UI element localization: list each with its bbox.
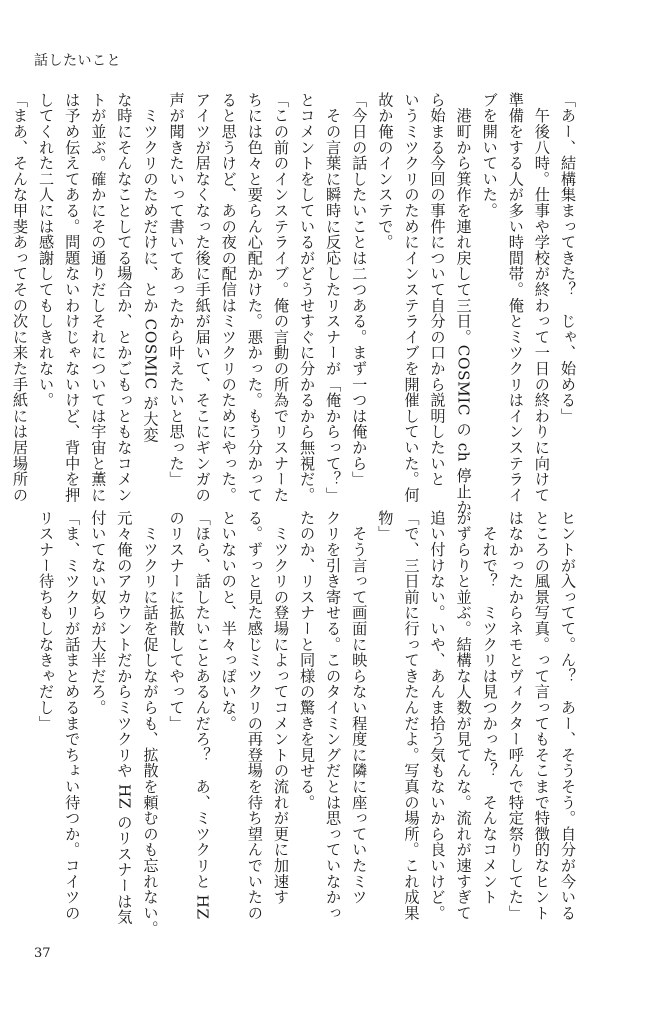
text-line: それで？ ミツクリは見つかった？ そんなコメント — [480, 510, 499, 905]
text-block-bottom — [37, 510, 581, 950]
text-line: は予め伝えてある。問題ないわけじゃないけど、背中を押 — [63, 92, 82, 503]
text-line: いうミツクリのためにインステライブを開催していた。何 — [402, 92, 421, 503]
text-line: たのか、リスナーと同様の驚きを見せる。 — [298, 510, 317, 811]
text-line: 「今日の話したいことは二つある。まず一つは俺から」 — [350, 92, 369, 487]
text-line: ブを開いていた。 — [480, 92, 499, 219]
text-line: 「で、三日前に行ってきたんだよ。写真の場所。これ成果 — [402, 510, 421, 921]
text-line: 付いてない奴らが大半だろ。 — [89, 510, 108, 716]
text-line: のリスナーに拡散してやって」 — [167, 510, 186, 732]
text-line: ら始まる今回の事件について自分の口から説明したいと — [428, 92, 447, 487]
text-line: ところの風景写真。って言ってもそこまで特徴的なヒント — [532, 510, 551, 921]
text-line: な時にそんなことしてる場合か、とかごもっともなコメン — [115, 92, 134, 503]
text-line: 元々俺のアカウントだからミツクリや HZ のリスナーは気 — [115, 510, 134, 926]
text-line: クリを引き寄せる。このタイミングだとは思っていなかっ — [324, 510, 343, 921]
text-line: ヒントが入ってて。ん？ あー、そうそう。自分が今いる — [559, 510, 577, 921]
text-line: 港町から箕作を連れ戻して三日。COSMIC の ch 停止か — [454, 92, 473, 516]
text-line: アイツが居なくなった後に手紙が届いて、そこにギンガの — [193, 92, 212, 503]
text-line: してくれた二人には感謝してもしきれない。 — [37, 92, 56, 408]
text-line: といないのと、半々っぽいな。 — [219, 510, 238, 732]
text-line: その言葉に瞬時に反応したリスナーが「俺からって？」 — [324, 92, 343, 503]
text-line: ちには色々と要らん心配かけた。悪かった。もう分かって — [245, 92, 264, 503]
text-line: る。ずっと見た感じミツクリの再登場を待ち望んでいたの — [245, 510, 264, 921]
text-line: がずらりと並ぶ。結構な人数が見てんな。流れが速すぎて — [454, 510, 473, 921]
text-line: 「あー、結構集まってきた？ じゃ、始める」 — [559, 92, 577, 424]
page-number: 37 — [34, 946, 51, 961]
running-header: 話したいこと — [34, 53, 121, 69]
text-line: 「この前のインステライブ。俺の言動の所為でリスナーた — [271, 92, 290, 503]
text-line: そう言って画面に映らない程度に隣に座っていたミツ — [350, 510, 369, 905]
text-line: リスナー待ちもしなきゃだし」 — [37, 510, 56, 732]
text-line: ミツクリのためだけに、とか COSMIC が大変 — [141, 92, 160, 443]
text-line: ミツクリに話を促しながらも、拡散を頼むのも忘れない。 — [141, 510, 160, 937]
text-line: 声が聞きたいって書いてあったから叶えたいと思った」 — [167, 92, 186, 487]
text-line: 午後八時。仕事や学校が終わって一日の終わりに向けて — [532, 92, 551, 503]
text-line: 「ま、ミツクリが話まとめるまでちょい待つか。コイツの — [63, 510, 82, 921]
text-line: 準備をする人が多い時間帯。俺とミツクリはインステライ — [506, 92, 525, 503]
text-line: 「まあ、そんな甲斐あってその次に来た手紙には居場所の — [11, 92, 30, 503]
text-line: 「ほら、話したいことあるんだろ？ あ、ミツクリと HZ — [193, 510, 212, 920]
text-line: はなかったからネモとヴィクター呼んで特定祭りしてた」 — [506, 510, 525, 921]
text-line: トが並ぶ。確かにその通りだしそれについては宇宙と薫に — [89, 92, 108, 503]
text-block-top — [11, 92, 581, 516]
text-line: 故か俺のインステで。 — [376, 92, 395, 250]
text-line: ミツクリの登場によってコメントの流れが更に加速す — [271, 510, 290, 905]
text-line: ると思うけど、あの夜の配信はミツクリのためにやった。 — [219, 92, 238, 503]
text-line: 物」 — [376, 510, 395, 542]
text-line: とコメントをしているがどうせすぐに分かるから無視だ。 — [298, 92, 317, 503]
text-line: 追い付けない。いや、あんま拾う気もないから良いけど。 — [428, 510, 447, 921]
